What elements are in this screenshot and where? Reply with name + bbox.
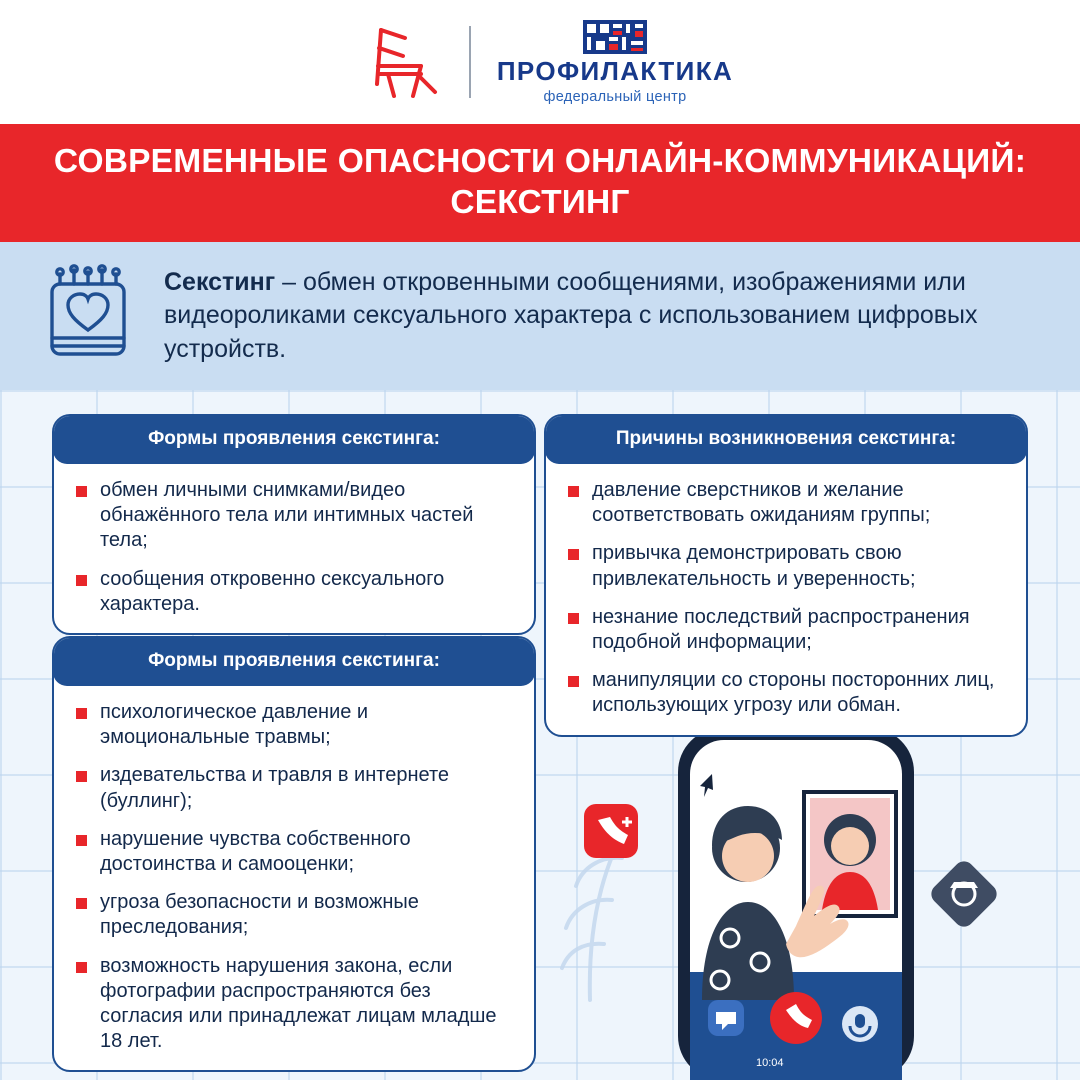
card-consequences-heading: Формы проявления секстинга: bbox=[53, 637, 535, 686]
flag-grid-icon bbox=[583, 20, 647, 54]
card-reasons-heading: Причины возникновения секстинга: bbox=[545, 415, 1027, 464]
list-item: манипуляции со стороны посторонних лиц, использующих угрозу или обман. bbox=[566, 668, 1006, 718]
list-item: нарушение чувства собственного достоинства и самооценки; bbox=[74, 827, 514, 877]
brand-lockup bbox=[497, 20, 733, 105]
card-consequences-list bbox=[74, 700, 514, 1054]
brand-subtitle: федеральный центр bbox=[543, 88, 687, 105]
definition-term: Секстинг bbox=[164, 268, 276, 297]
definition-strip bbox=[0, 242, 1080, 390]
list-item: привычка демонстрировать свою привлекательность и уверенность; bbox=[566, 541, 1006, 591]
definition-body: – обмен откровенными сообщениями, изображениями или видеороликами сексуального характера с использованием цифровых устройств. bbox=[164, 268, 978, 363]
card-forms-heading: Формы проявления секстинга: bbox=[53, 415, 535, 464]
phone-illustration bbox=[560, 700, 1080, 1080]
card-forms-body bbox=[54, 464, 534, 633]
list-item: издевательства и травля в интернете (буллинг); bbox=[74, 763, 514, 813]
list-item: психологическое давление и эмоциональные травмы; bbox=[74, 700, 514, 750]
card-consequences-body bbox=[54, 686, 534, 1070]
card-reasons-body bbox=[546, 464, 1026, 735]
card-forms-list bbox=[74, 478, 514, 617]
card-reasons bbox=[544, 414, 1028, 737]
list-item: возможность нарушения закона, если фотографии распространяются без согласия или принадлежат лицам младше 18 лет. bbox=[74, 954, 514, 1055]
card-forms bbox=[52, 414, 536, 635]
poster-title-bar bbox=[0, 124, 1080, 242]
notebook-heart-icon bbox=[44, 264, 142, 368]
poster-title-line-2: СЕКСТИНГ bbox=[450, 184, 630, 221]
card-reasons-list bbox=[566, 478, 1006, 719]
list-item: незнание последствий распространения подобной информации; bbox=[566, 605, 1006, 655]
logo-row bbox=[347, 20, 733, 105]
phone-time-label: 10:04 bbox=[756, 1057, 784, 1069]
chair-outline-icon bbox=[347, 22, 443, 102]
card-consequences bbox=[52, 636, 536, 1072]
brand-header bbox=[0, 0, 1080, 124]
poster-title-line-1: СОВРЕМЕННЫЕ ОПАСНОСТИ ОНЛАЙН-КОММУНИКАЦИЙ: bbox=[53, 143, 1027, 181]
list-item: угроза безопасности и возможные преследования; bbox=[74, 890, 514, 940]
list-item: сообщения откровенно сексуального характера. bbox=[74, 567, 514, 617]
list-item: давление сверстников и желание соответствовать ожиданиям группы; bbox=[566, 478, 1006, 528]
list-item: обмен личными снимками/видео обнажённого тела или интимных частей тела; bbox=[74, 478, 514, 554]
logo-divider bbox=[469, 26, 471, 98]
brand-name: ПРОФИЛАКТИКА bbox=[496, 55, 734, 86]
definition-text bbox=[164, 266, 1040, 366]
